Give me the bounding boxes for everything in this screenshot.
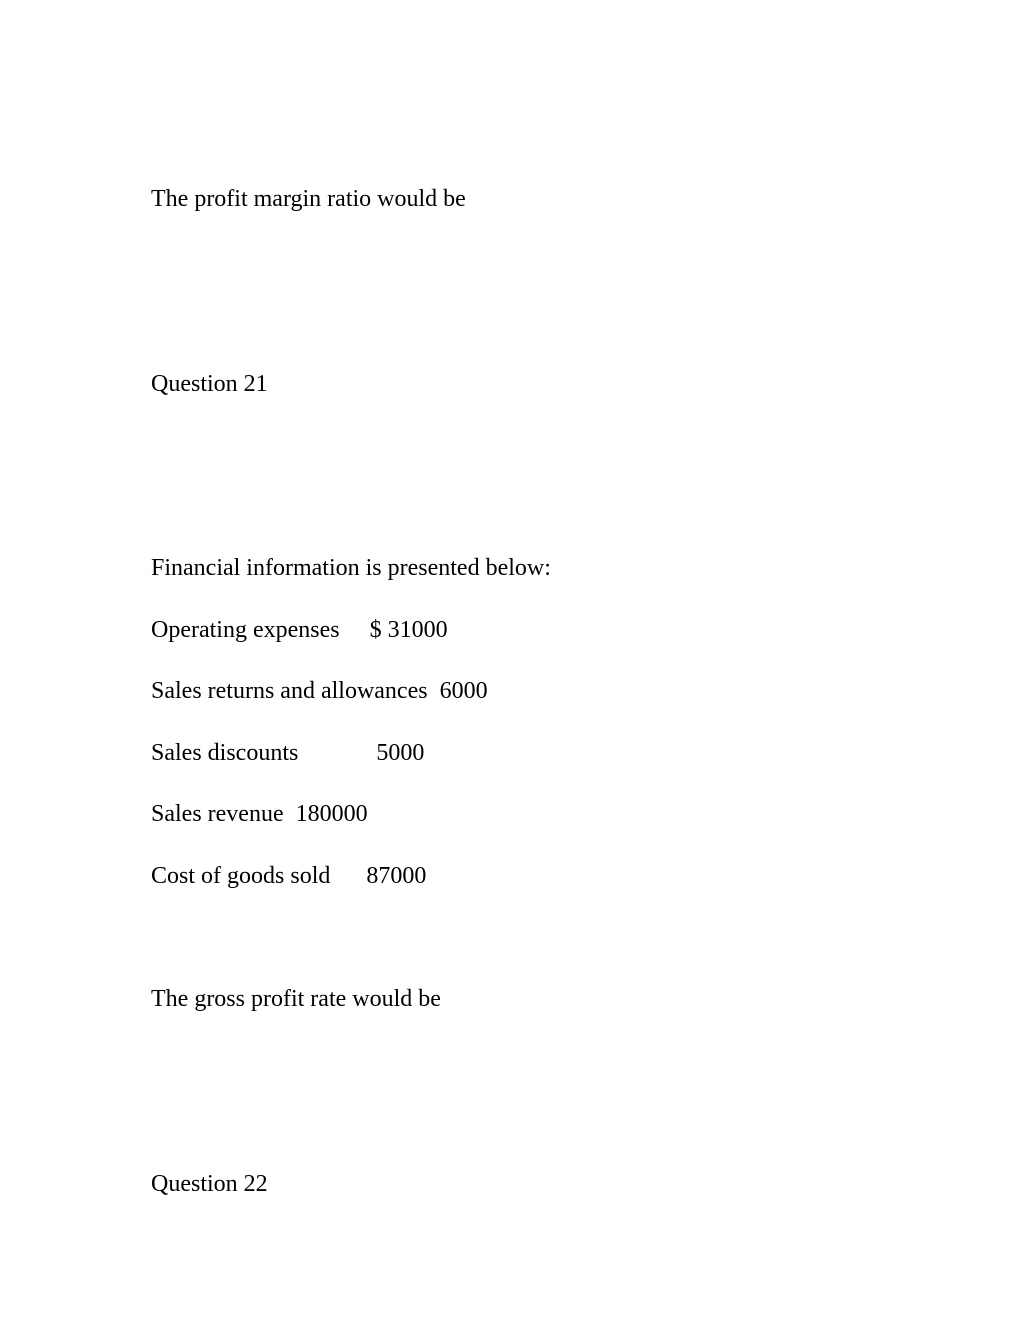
financial-row-value: $ 31000 xyxy=(369,617,448,643)
financial-row-label: Cost of goods sold xyxy=(151,863,331,889)
financial-row-label: Sales returns and allowances xyxy=(151,678,428,704)
financial-row-value: 180000 xyxy=(295,801,368,827)
question-21-prompt: The gross profit rate would be xyxy=(151,986,441,1012)
financial-row-sales-returns xyxy=(151,677,488,705)
financial-row-value: 87000 xyxy=(366,863,427,889)
financial-row-label: Sales discounts xyxy=(151,740,299,766)
question-22-heading: Question 22 xyxy=(151,1171,268,1197)
financial-row-cost-of-goods-sold xyxy=(151,862,426,890)
financial-row-sales-discounts xyxy=(151,739,424,767)
financial-row-label: Operating expenses xyxy=(151,617,340,643)
financial-row-sales-revenue xyxy=(151,800,368,828)
financial-row-label: Sales revenue xyxy=(151,801,284,827)
financial-row-value: 5000 xyxy=(376,740,425,766)
question-21-heading: Question 21 xyxy=(151,371,268,397)
prev-question-prompt: The profit margin ratio would be xyxy=(151,186,466,212)
financial-row-operating-expenses xyxy=(151,616,448,644)
financial-row-value: 6000 xyxy=(439,678,488,704)
financial-info-intro: Financial information is presented below: xyxy=(151,555,551,581)
